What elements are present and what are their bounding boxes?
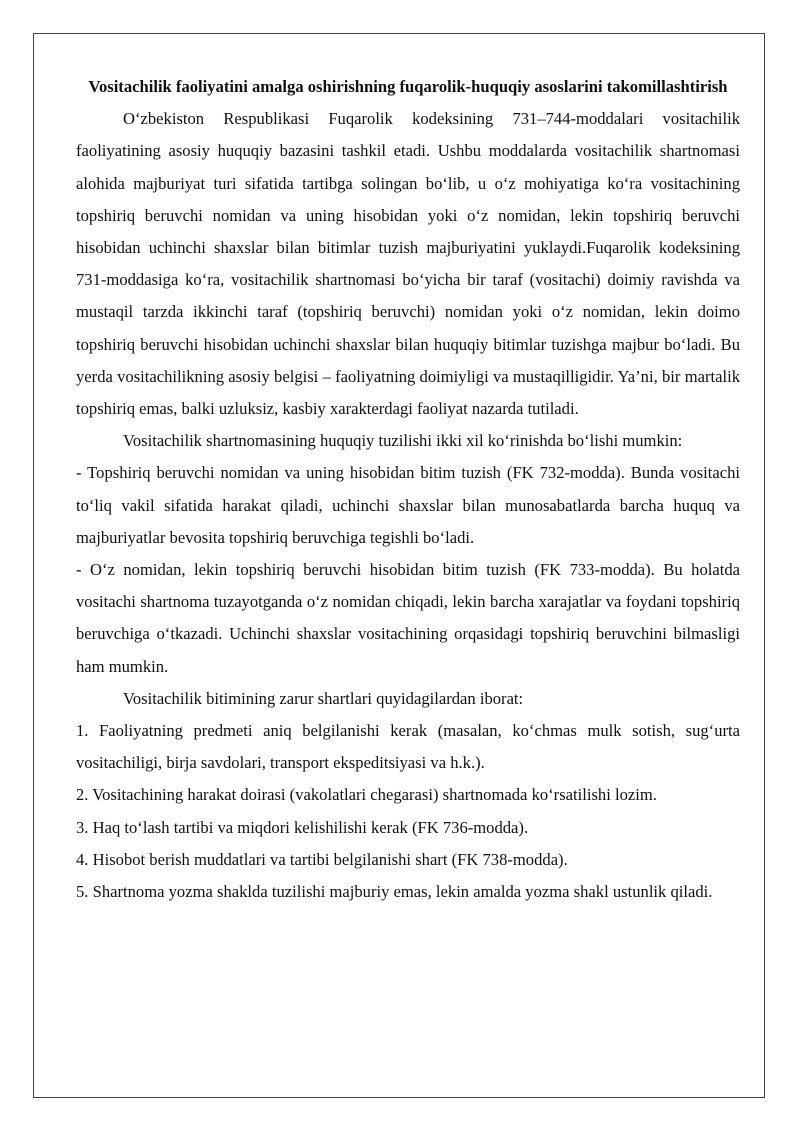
condition-item-4: 4. Hisobot berish muddatlari va tartibi belgilanishi shart (FK 738-modda). [76, 849, 568, 869]
condition-item-1: 1. Faoliyatning predmeti aniq belgilanishi kerak (masalan, ko‘chmas mulk sotish, sug‘urta vositachiligi, birja savdolari, transport ekspeditsiyasi va h.k.). [76, 721, 740, 773]
structure-item-second: - O‘z nomidan, lekin topshiriq beruvchi hisobidan bitim tuzish (FK 733-modda). Bu holatda vositachi shartnoma tuzayotganda o‘z nomidan chiqadi, lekin barcha xarajatlar va foydani topshiriq beruvchiga o‘tkazadi. Uchinchi shaxslar vositachining orqasidagi topshiriq beruvchini bilmasligi ham mumkin. [76, 560, 740, 676]
condition-item-3: 3. Haq to‘lash tartibi va miqdori kelishilishi kerak (FK 736-modda). [76, 817, 529, 837]
condition-item-5: 5. Shartnoma yozma shaklda tuzilishi majburiy emas, lekin amalda yozma shakl ustunlik qiladi. [76, 882, 713, 902]
structure-paragraph: Vositachilik shartnomasining huquqiy tuzilishi ikki xil ko‘rinishda bo‘lishi mumkin: [123, 431, 683, 451]
condition-item-2: 2. Vositachining harakat doirasi (vakolatlari chegarasi) shartnomada ko‘rsatilishi lozim. [76, 785, 657, 805]
structure-item-first: - Topshiriq beruvchi nomidan va uning hisobidan bitim tuzish (FK 732-modda). Bunda vositachi to‘liq vakil sifatida harakat qiladi, uchinchi shaxslar bilan munosabatlarda barcha huquq va majburiyatlar bevosita topshiriq beruvchiga tegishli bo‘ladi. [76, 463, 740, 547]
intro-paragraph: O‘zbekiston Respublikasi Fuqarolik kodeksining 731–744-moddalari vositachilik faoliyatining asosiy huquqiy bazasini tashkil etadi. Ushbu moddalarda vositachilik shartnomasi alohida majburiyat turi sifatida tartibga solingan bo‘lib, u o‘z mohiyatiga ko‘ra vositachining topshiriq beruvchi nomidan va uning hisobidan yoki o‘z nomidan, lekin topshiriq beruvchi hisobidan uchinchi shaxslar bilan bitimlar tuzish majburiyatini yuklaydi.Fuqarolik kodeksining 731-moddasiga ko‘ra, vositachilik shartnomasi bo‘yicha bir taraf (vositachi) doimiy ravishda va mustaqil tarzda ikkinchi taraf (topshiriq beruvchi) nomidan yoki o‘z nomidan, lekin doimo topshiriq beruvchi hisobidan uchinchi shaxslar bilan huquqiy bitimlar tuzishga majbur bo‘ladi. Bu yerda vositachilikning asosiy belgisi – faoliyatning doimiyligi va mustaqilligidir. Ya’ni, bir martalik topshiriq emas, balki uzluksiz, kasbiy xarakterdagi faoliyat nazarda tutiladi. [76, 109, 740, 419]
document-body [76, 71, 740, 908]
document-title: Vositachilik faoliyatini amalga oshirishning fuqarolik-huquqiy asoslarini takomillashtirish [88, 77, 728, 96]
conditions-paragraph: Vositachilik bitimining zarur shartlari quyidagilardan iborat: [123, 688, 524, 708]
